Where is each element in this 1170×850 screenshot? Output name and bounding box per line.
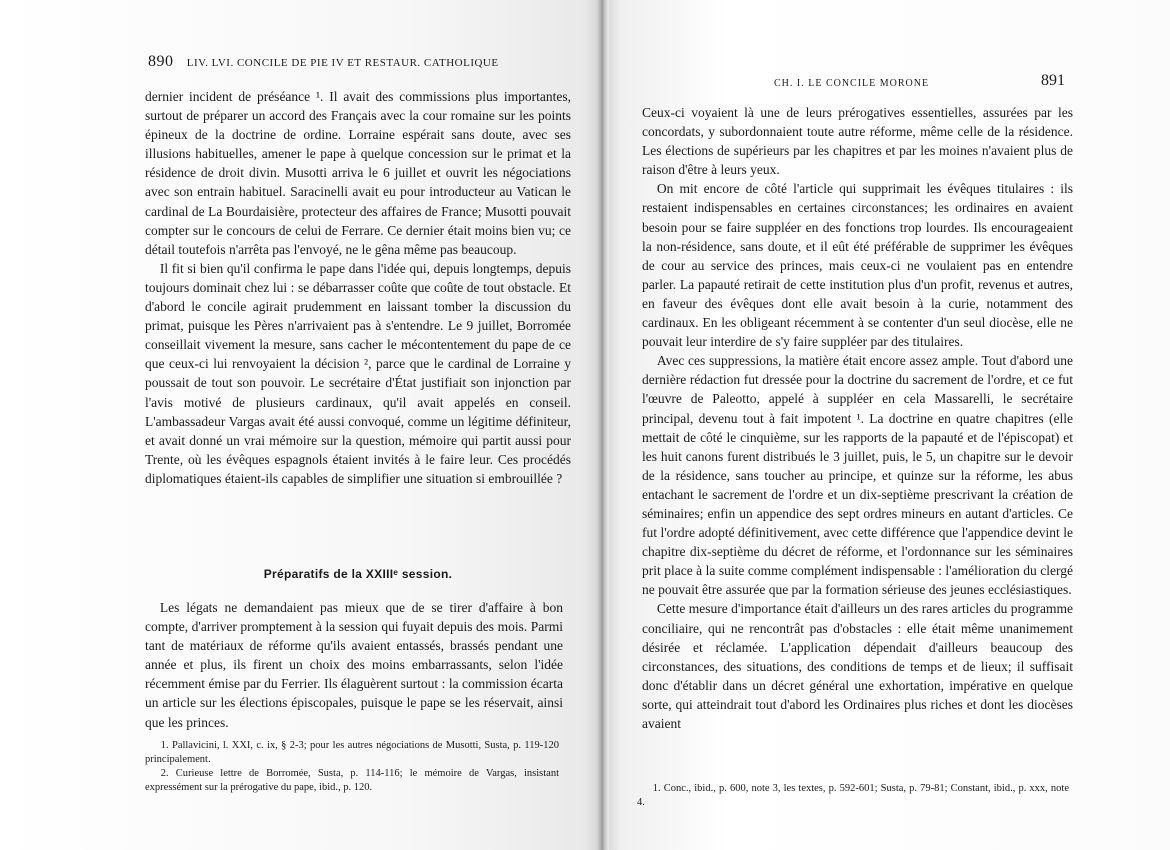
left-body-text <box>145 87 571 488</box>
right-footnotes <box>637 782 1069 810</box>
paragraph: On mit encore de côté l'article qui supprimait les évêques titulaires : ils restaient indispensables en certaines circonstances; les ordinaires en avaient besoin pour se faire suppléer en des fonctions trop lourdes. Ils encourageaient la non-résidence, sans doute, et il eût été préférable de supprimer les évêques de cour au service des princes, mais ceux-ci ne voulaient pas en entendre parler. La papauté retirait de cette institution plus d'un profit, revenus et autres, en faveur des évêques dont elle avait besoin à la curie, notamment des cardinaux. En les obligeant récemment à se contenter d'un seul diocèse, elle ne pouvait leur interdire de s'y faire suppléer par des titulaires. <box>642 181 1073 350</box>
paragraph: Cette mesure d'importance était d'ailleurs un des rares articles du programme conciliaire, qui ne rencontrât pas d'obstacles : elle était même unanimement désirée et réclamée. L'application dépendait d'ailleurs beaucoup des circonstances, des situations, des conditions de temps et de lieux; il suffisait donc d'établir dans un décret général une exhortation, impérative en quelque sorte, qui atteindrait tout d'abord les Ordinaires plus riches et dont les diocèses avaient <box>642 601 1073 731</box>
right-body-text <box>642 103 1073 733</box>
left-section-text <box>145 598 563 732</box>
page-number-right: 891 <box>1041 72 1065 89</box>
right-page <box>609 0 1170 850</box>
paragraph: dernier incident de préséance ¹. Il avait des commissions plus importantes, surtout de préparer un accord des Français avec la cour romaine sur les points épineux de la doctrine de ordine. Lorraine espérait sans doute, avec ses illusions habituelles, amener le pape à quelque concession sur le primat et la résidence de droit divin. Musotti arriva le 6 juillet et ouvrit les négociations avec son entrain habituel. Saracinelli avait eu pour introducteur au Vatican le cardinal de La Bourdaisière, protecteur des affaires de France; Musotti pouvait compter sur le concours de celui de Ferrare. Ce dernier était moins bien vu; ce détail toutefois n'arrêta pas l'envoyé, ne le gêna même pas beaucoup. <box>145 89 571 257</box>
footnote: 1. Conc., ibid., p. 600, note 3, les textes, p. 592-601; Susta, p. 79-81; Constant, ibid., p. xxx, note 4. <box>637 783 1069 808</box>
section-heading: Préparatifs de la XXIIIᵉ session. <box>263 567 453 581</box>
running-head-right: CH. I. LE CONCILE MORONE <box>774 78 930 89</box>
paragraph: Il fit si bien qu'il confirma le pape dans l'idée qui, depuis longtemps, depuis toujours dominait chez lui : se débarrasser coûte que coûte de tout obstacle. Et d'abord le concile agirait prudemment en laissant tomber la discussion du primat, puisque les Pères n'arrivaient pas à s'entendre. Le 9 juillet, Borromée conseillait vivement la mesure, sans cacher le mécontentement du pape de ce que ceux-ci lui renvoyaient la décision ², parce que le cardinal de Lorraine y poussait de tout son pouvoir. Le secrétaire d'État justifiait son injonction par l'avis motivé de plusieurs cardinaux, qu'il avait appelés en conseil. L'ambassadeur Vargas avait été aussi convoqué, comme un légitime définiteur, et avait donné un vrai mémoire sur la question, mémoire qui partit aussi pour Trente, où les évêques espagnols étaient invités à le faire leur. Ces procédés diplomatiques étaient-ils capables de simplifier une situation si embrouillée ? <box>145 260 571 486</box>
running-head-title-left: LIV. LVI. CONCILE DE PIE IV ET RESTAUR. CATHOLIQUE <box>186 57 499 69</box>
page-number-left: 890 <box>148 53 174 70</box>
book-gutter <box>597 0 609 850</box>
running-head-left <box>148 53 499 71</box>
paragraph: Avec ces suppressions, la matière était encore assez ample. Tout d'abord une dernière rédaction fut dressée pour la doctrine du sacrement de l'ordre, et ce fut l'œuvre de Paleotto, appelé à suppléer en cela Massarelli, le secrétaire principal, devenu tout à fait impotent ¹. La doctrine en quatre chapitres (elle mettait de côté le cinquième, sur les rapports de la papauté et de l'épiscopat) et les huit canons furent distribués le 3 juillet, puis, le 5, un chapitre sur le devoir de la résidence, sans toucher au principe, et quinze sur la réforme, les abus entachant le sacrement de l'ordre et un dix-septième prescrivant la création de séminaires; enfin un appendice des sept ordres mineurs en autant d'articles. Ce fut l'ordre adopté définitivement, avec cette différence que l'appendice devint le chapitre dix-septième du décret de réforme, et l'ordonnance sur les séminaires prit place à la suite comme complément indispensable : l'amélioration du clergé ne pouvait être assurée que par la formation sérieuse des jeunes ecclésiastiques. <box>642 353 1073 598</box>
left-footnotes <box>145 739 559 795</box>
paragraph: Ceux-ci voyaient là une de leurs prérogatives essentielles, assurées par les concordats, y subordonnaient toute autre réforme, même celle de la résidence. Les élections de supérieurs par les chapitres et par les moines n'avaient plus de raison d'être à leurs yeux. <box>642 105 1073 178</box>
footnote: 1. Pallavicini, l. XXI, c. ix, § 2-3; pour les autres négociations de Musotti, Susta, p. 119-120 principalement. <box>145 740 559 765</box>
paragraph: Les légats ne demandaient pas mieux que de se tirer d'affaire à bon compte, d'arriver promptement à la session qui fuyait depuis des mois. Parmi tant de matériaux de réforme qu'ils avaient entassés, brassés pendant une année et plus, ils firent un choix des moins embarrassants, selon l'idée récemment émise par du Ferrier. Ils élaguèrent surtout : la commission écarta un article sur les élections épiscopales, puisque le pape se les réservait, ainsi que les princes. <box>145 600 563 730</box>
footnote: 2. Curieuse lettre de Borromée, Susta, p. 114-116; le mémoire de Vargas, insistant expressément sur la prérogative du pape, ibid., p. 120. <box>145 768 559 793</box>
